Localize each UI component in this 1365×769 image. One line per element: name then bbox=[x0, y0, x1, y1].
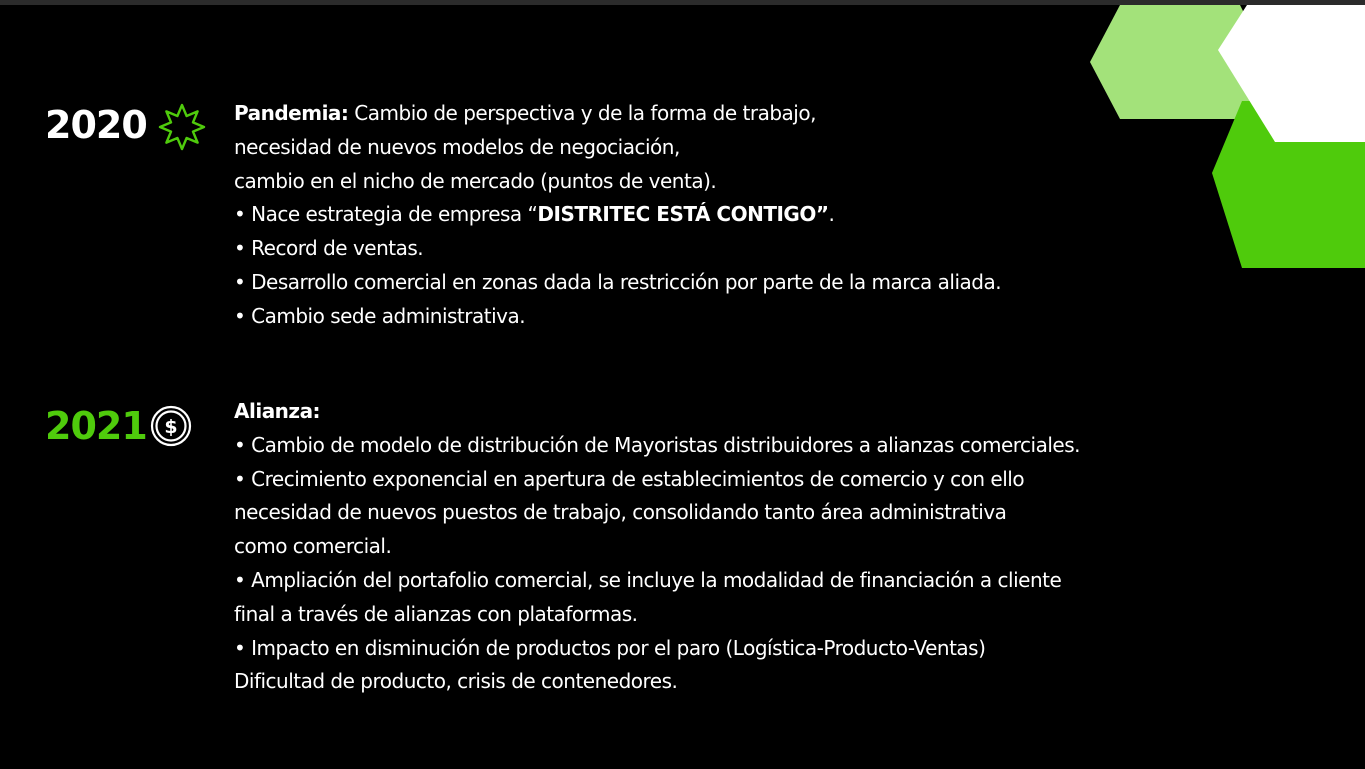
entry-2020-bullet-3: • Cambio sede administrativa. bbox=[234, 303, 526, 328]
year-2020-label: 2020 bbox=[45, 103, 147, 147]
strategy-slogan: DISTRITEC ESTÁ CONTIGO” bbox=[537, 202, 829, 227]
starburst-icon bbox=[158, 103, 206, 151]
entry-2021-line-2: • Crecimiento exponencial en apertura de establecimientos de comercio y con ello bbox=[234, 466, 1025, 491]
entry-2021-heading: Alianza: bbox=[234, 399, 321, 423]
entry-2021-line-1: • Cambio de modelo de distribución de Mayoristas distribuidores a alianzas comerciales. bbox=[234, 432, 1081, 457]
entry-2021-line-6: final a través de alianzas con plataformas. bbox=[234, 601, 638, 626]
entry-2020-line-1: Pandemia: Cambio de perspectiva y de la forma de trabajo, bbox=[234, 101, 816, 125]
entry-2020-text bbox=[234, 97, 1001, 334]
entry-2021-line-3: necesidad de nuevos puestos de trabajo, consolidando tanto área administrativa bbox=[234, 500, 1007, 525]
entry-2020-bullet-strategy: • Nace estrategia de empresa “DISTRITEC ESTÁ CONTIGO”. bbox=[234, 202, 835, 227]
entry-2021-line-8: Dificultad de producto, crisis de contenedores. bbox=[234, 669, 678, 694]
entry-2021-line-7: • Impacto en disminución de productos por el paro (Logística-Producto-Ventas) bbox=[234, 635, 986, 660]
entry-2021-text bbox=[234, 395, 1080, 699]
entry-2021-line-4: como comercial. bbox=[234, 534, 392, 559]
entry-2020-bullet-2: • Desarrollo comercial en zonas dada la restricción por parte de la marca aliada. bbox=[234, 269, 1002, 294]
entry-2020-heading: Pandemia: bbox=[234, 101, 349, 125]
entry-2020-line-3: cambio en el nicho de mercado (puntos de venta). bbox=[234, 168, 717, 193]
dollar-coin-icon bbox=[150, 405, 192, 447]
year-2021-label: 2021 bbox=[45, 404, 147, 448]
entry-2020-line-2: necesidad de nuevos modelos de negociación, bbox=[234, 134, 680, 159]
svg-text:$: $ bbox=[164, 416, 178, 438]
hexagon-decoration bbox=[1080, 5, 1365, 270]
entry-2020-bullet-1: • Record de ventas. bbox=[234, 236, 424, 261]
entry-2021-line-5: • Ampliación del portafolio comercial, se incluye la modalidad de financiación a cliente bbox=[234, 567, 1062, 592]
